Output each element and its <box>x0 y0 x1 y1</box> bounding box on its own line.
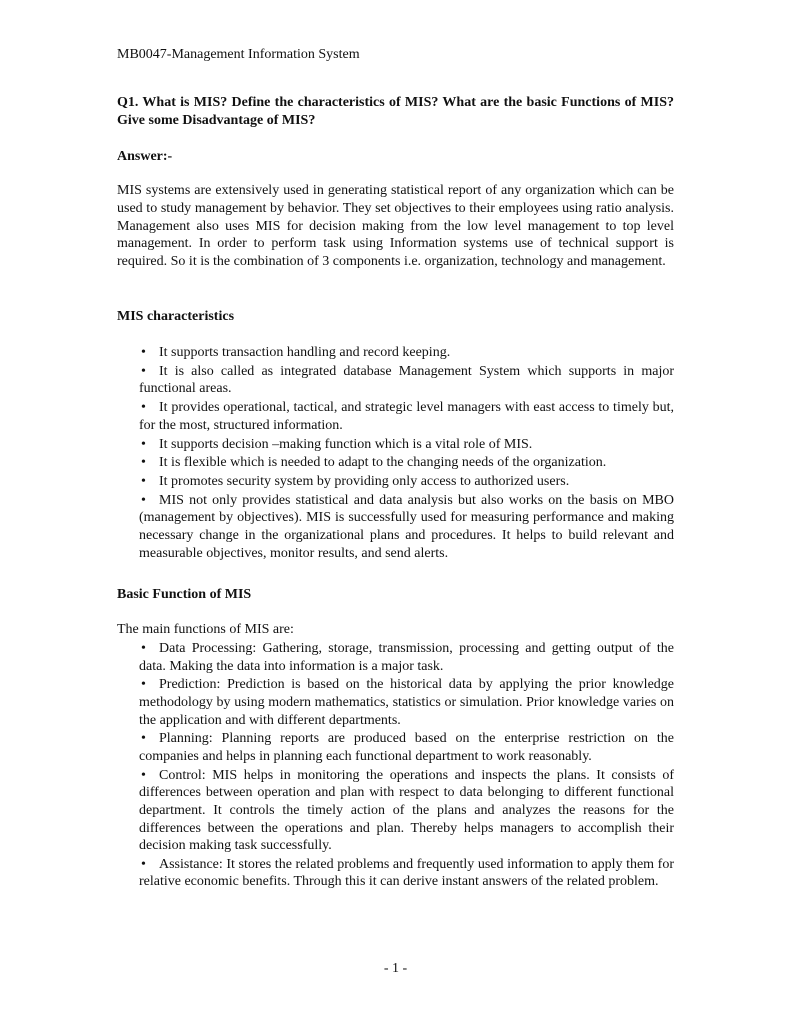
list-item: • Data Processing: Gathering, storage, transmission, processing and getting output of the data. Making the data into information is a major task. <box>139 641 674 674</box>
list-item: • Planning: Planning reports are produced based on the enterprise restriction on the companies and helps in planning each functional department to work reasonably. <box>139 731 674 764</box>
bullet-icon: • <box>141 474 146 490</box>
question-heading: Q1. What is MIS? Define the characteristics of MIS? What are the basic Functions of MIS? Give some Disadvantage of MIS? <box>117 95 674 128</box>
functions-lead: The main functions of MIS are: <box>117 622 294 637</box>
bullet-icon: • <box>141 400 146 416</box>
functions-heading: Basic Function of MIS <box>117 587 252 602</box>
bullet-icon: • <box>141 767 146 783</box>
list-item: • Assistance: It stores the related problems and frequently used information to apply them for relative economic benefits. Through this it can derive instant answers of the related problem. <box>139 856 674 890</box>
bullet-icon: • <box>141 455 146 471</box>
list-item: • Prediction: Prediction is based on the historical data by applying the prior knowledge methodology by using modern mathematics, statistics or simulation. Prior knowledge varies on the application and with different departments. <box>139 677 674 728</box>
bullet-icon: • <box>141 731 146 747</box>
list-item: • It supports decision –making function which is a vital role of MIS. <box>141 436 533 452</box>
list-item: • It provides operational, tactical, and strategic level managers with east access to timely but, for the most, structured information. <box>139 400 674 433</box>
list-item: • MIS not only provides statistical and data analysis but also works on the basis on MBO (management by objectives). MIS is successfully used for measuring performance and making necessary change in the organizational plans and procedures. It helps to build relevant and measurable objectives, monitor results, and send alerts. <box>139 492 674 561</box>
bullet-icon: • <box>141 856 146 872</box>
list-item: • It supports transaction handling and record keeping. <box>141 345 451 360</box>
intro-paragraph: MIS systems are extensively used in generating statistical report of any organization which can be used to study management by behavior. They set objectives to their employees using ratio analysis. Management also uses MIS for decision making from the low level management to top level management. In order to perform task using Information systems use of technical support is required. So it is the combination of 3 components i.e. organization, technology and management. <box>117 183 674 270</box>
answer-label: Answer:- <box>117 149 173 164</box>
list-item: • Control: MIS helps in monitoring the operations and inspects the plans. It consists of differences between operation and plan with respect to data belonging to different functional department. It controls the timely action of the plans and analyzes the reasons for the differences between the operations and plan. Thereby helps managers to accomplish their decision making task successfully. <box>139 767 674 854</box>
list-item: • It is flexible which is needed to adapt to the changing needs of the organization. <box>141 455 607 471</box>
bullet-icon: • <box>141 436 146 452</box>
functions-list <box>139 640 674 892</box>
list-item: • It is also called as integrated database Management System which supports in major functional areas. <box>139 363 674 397</box>
bullet-icon: • <box>141 345 146 360</box>
bullet-icon: • <box>141 677 146 693</box>
running-header: MB0047-Management Information System <box>117 47 360 62</box>
characteristics-list <box>139 344 674 563</box>
bullet-icon: • <box>141 363 146 379</box>
page-number: - 1 - <box>383 961 408 976</box>
characteristics-heading: MIS characteristics <box>117 309 235 324</box>
bullet-icon: • <box>141 641 146 656</box>
list-item: • It promotes security system by providing only access to authorized users. <box>141 474 570 490</box>
bullet-icon: • <box>141 492 146 508</box>
